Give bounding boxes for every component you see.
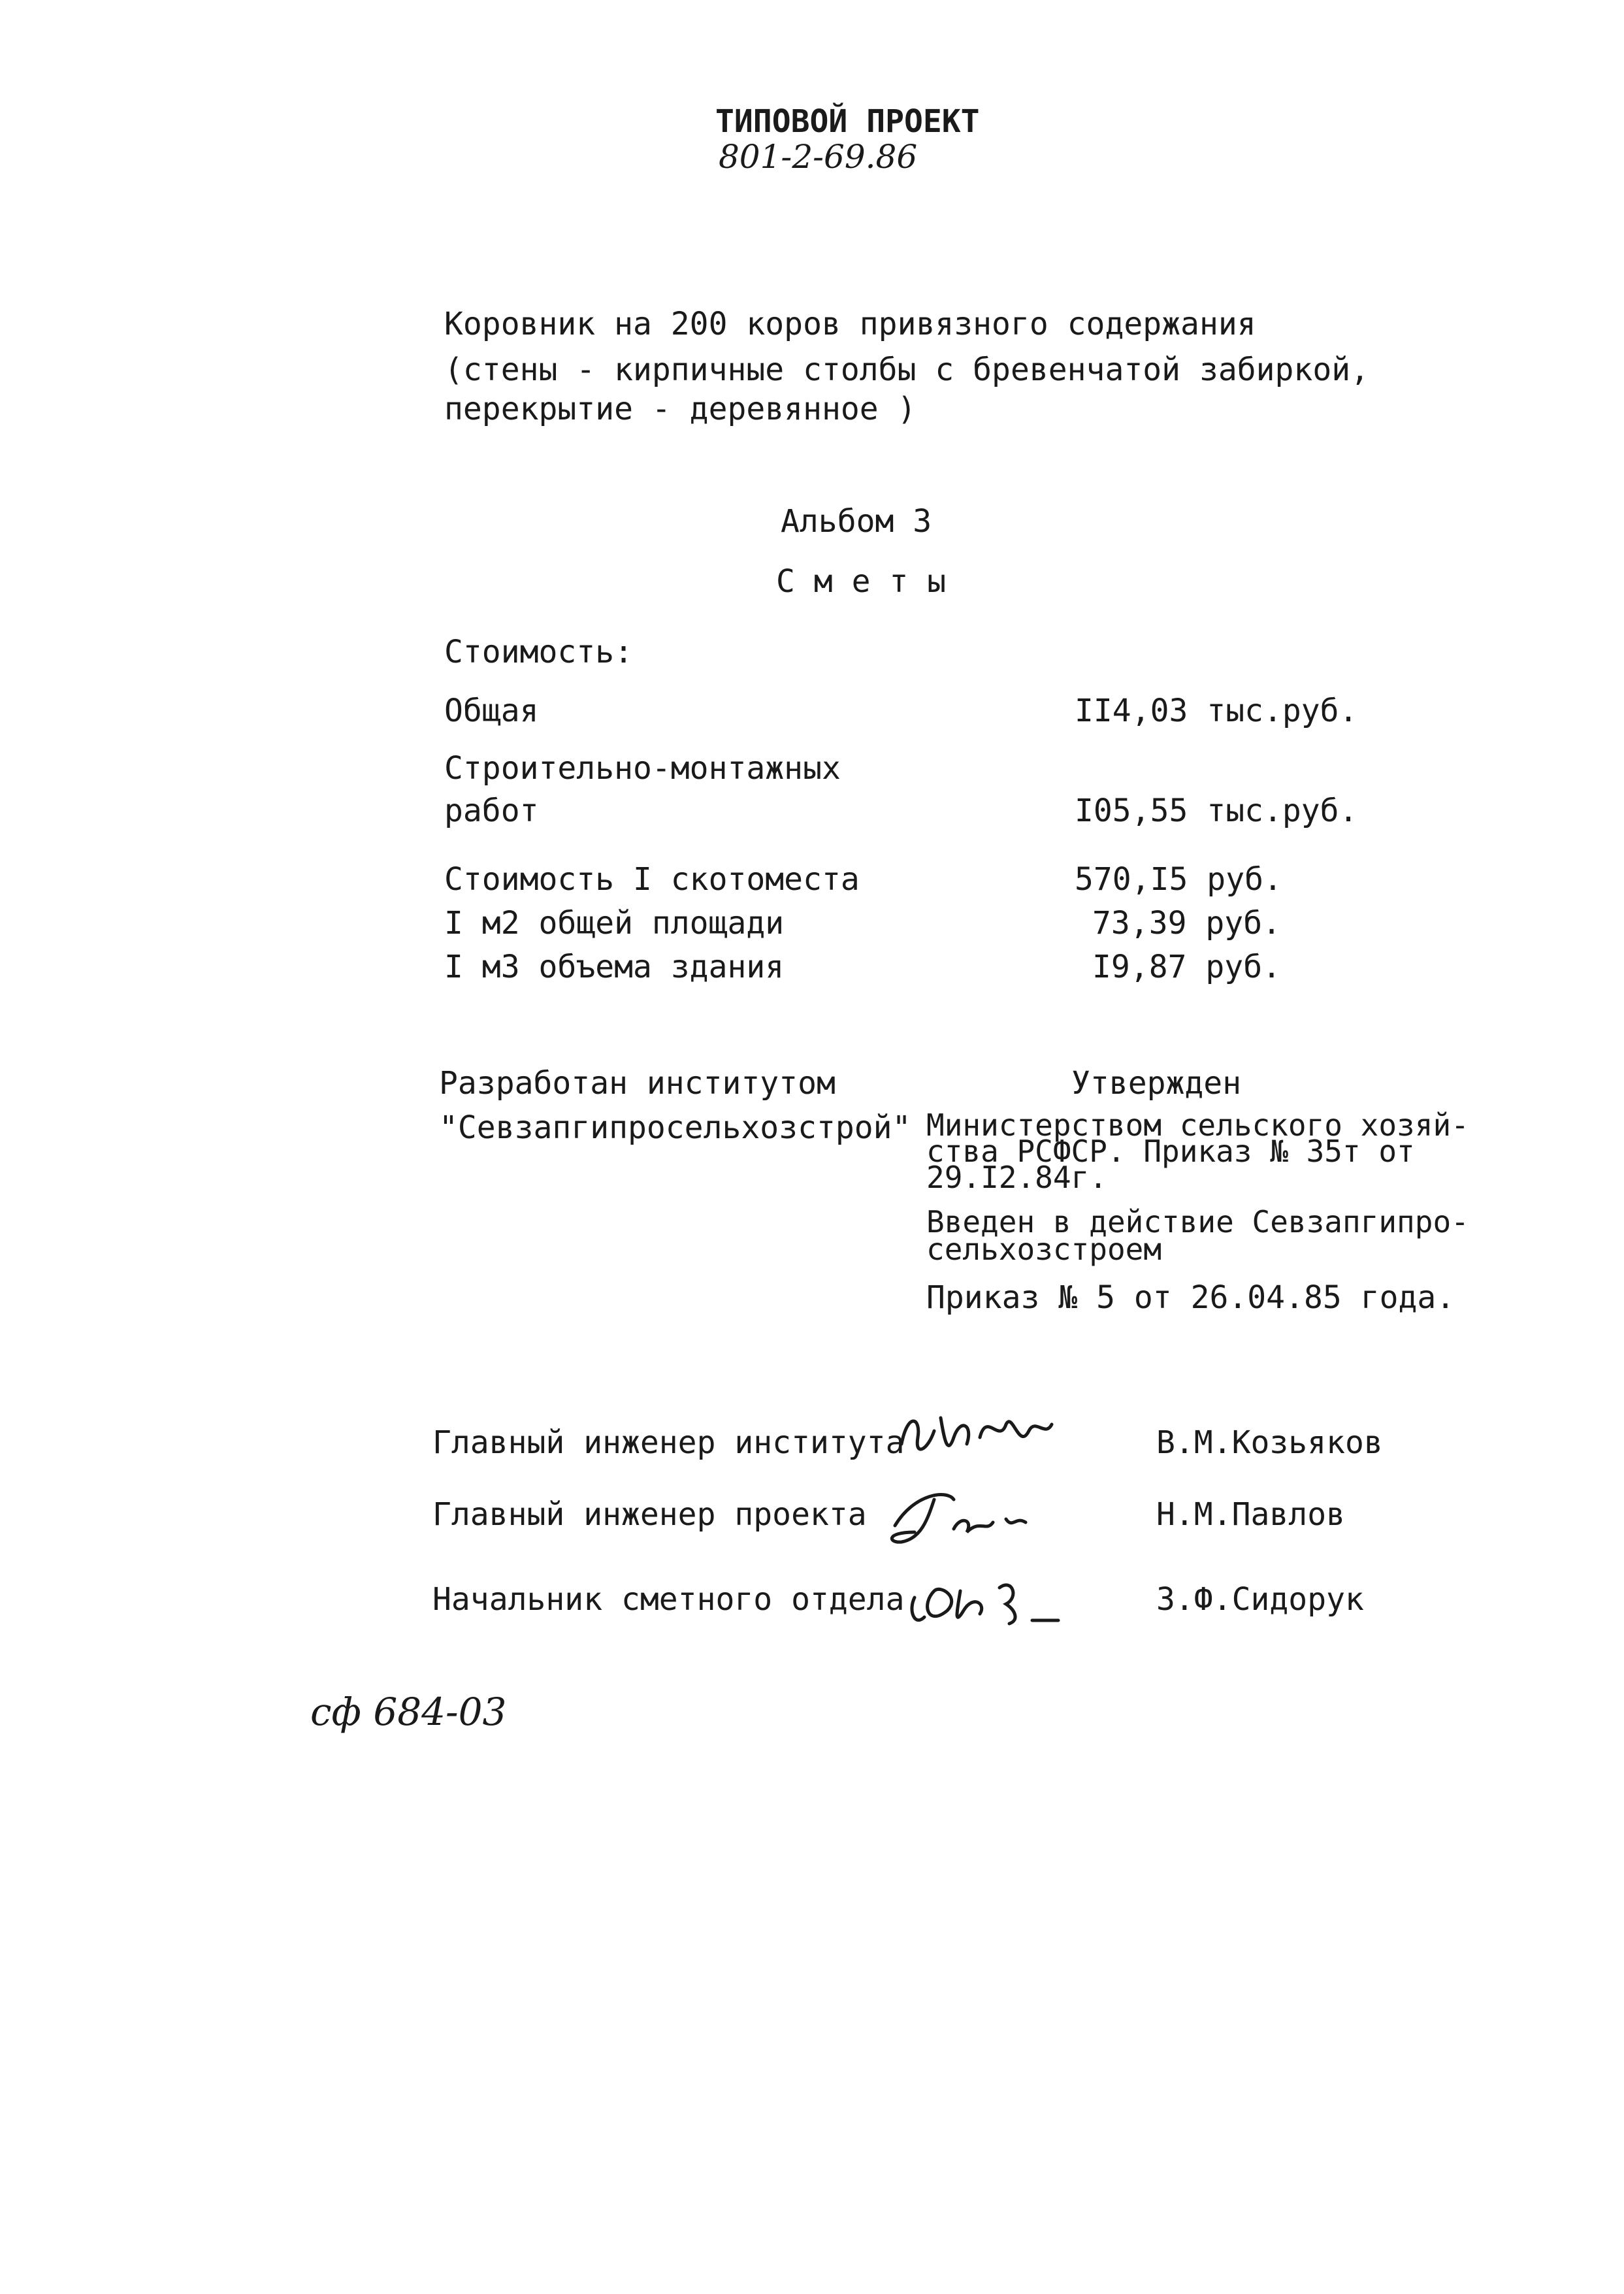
cost-per-m2-label: I м2 общей площади xyxy=(444,905,785,942)
developer-line-1: Разработан институтом xyxy=(439,1065,836,1102)
signature-1 xyxy=(888,1398,1084,1477)
approval-heading: Утвержден xyxy=(1071,1065,1242,1102)
signature-2 xyxy=(875,1480,1071,1552)
cost-per-place-value: 570,I5 руб. xyxy=(1075,861,1282,898)
title-line-1: Коровник на 200 коров привязного содержания xyxy=(444,306,1256,342)
cost-per-m2-value: 73,39 руб. xyxy=(1092,905,1281,942)
cost-heading: Стоимость: xyxy=(444,634,633,670)
cost-construction-label-2: работ xyxy=(444,793,539,829)
approval-line-4: Введен в действие Севзапгипро- xyxy=(926,1204,1469,1239)
cost-total-label: Общая xyxy=(444,693,539,729)
signatory-position-2: Главный инженер проекта xyxy=(432,1496,867,1533)
cost-construction-label: Строительно-монтажных xyxy=(444,750,841,787)
cost-total-value: II4,03 тыс.руб. xyxy=(1075,693,1358,729)
title-line-2: (стены - кирпичные столбы с бревенчатой забиркой, xyxy=(444,352,1370,388)
cost-construction-value: I05,55 тыс.руб. xyxy=(1075,793,1358,829)
album-label: Альбом 3 xyxy=(781,503,932,540)
signatory-name-2: Н.М.Павлов xyxy=(1156,1496,1345,1533)
cost-per-place-label: Стоимость I скотоместа xyxy=(444,861,860,898)
approval-line-6: Приказ № 5 от 26.04.85 года. xyxy=(926,1279,1455,1316)
approval-line-3: 29.I2.84г. xyxy=(926,1160,1107,1195)
title-line-3: перекрытие - деревянное ) xyxy=(444,391,917,427)
project-number: 801-2-69.86 xyxy=(719,138,918,176)
approval-line-1: Министерством сельского хозяй- xyxy=(926,1107,1469,1143)
signatory-name-1: В.М.Козьяков xyxy=(1156,1424,1383,1461)
approval-line-2: ства РСФСР. Приказ № 35т от xyxy=(926,1134,1415,1169)
cost-per-m3-label: I м3 объема здания xyxy=(444,949,785,985)
album-name: С м е т ы xyxy=(776,563,947,600)
signature-3 xyxy=(901,1565,1097,1637)
footer-note: сф 684-03 xyxy=(310,1690,507,1734)
approval-line-5: сельхозстроем xyxy=(926,1232,1162,1267)
developer-line-2: "Севзапгипросельхозстрой" xyxy=(439,1109,911,1146)
cost-per-m3-value: I9,87 руб. xyxy=(1092,949,1281,985)
signatory-position-1: Главный инженер института xyxy=(432,1424,905,1461)
signatory-position-3: Начальник сметного отдела xyxy=(432,1581,905,1618)
project-label: ТИПОВОЙ ПРОЕКТ xyxy=(715,103,980,140)
signatory-name-3: З.Ф.Сидорук xyxy=(1156,1581,1364,1618)
